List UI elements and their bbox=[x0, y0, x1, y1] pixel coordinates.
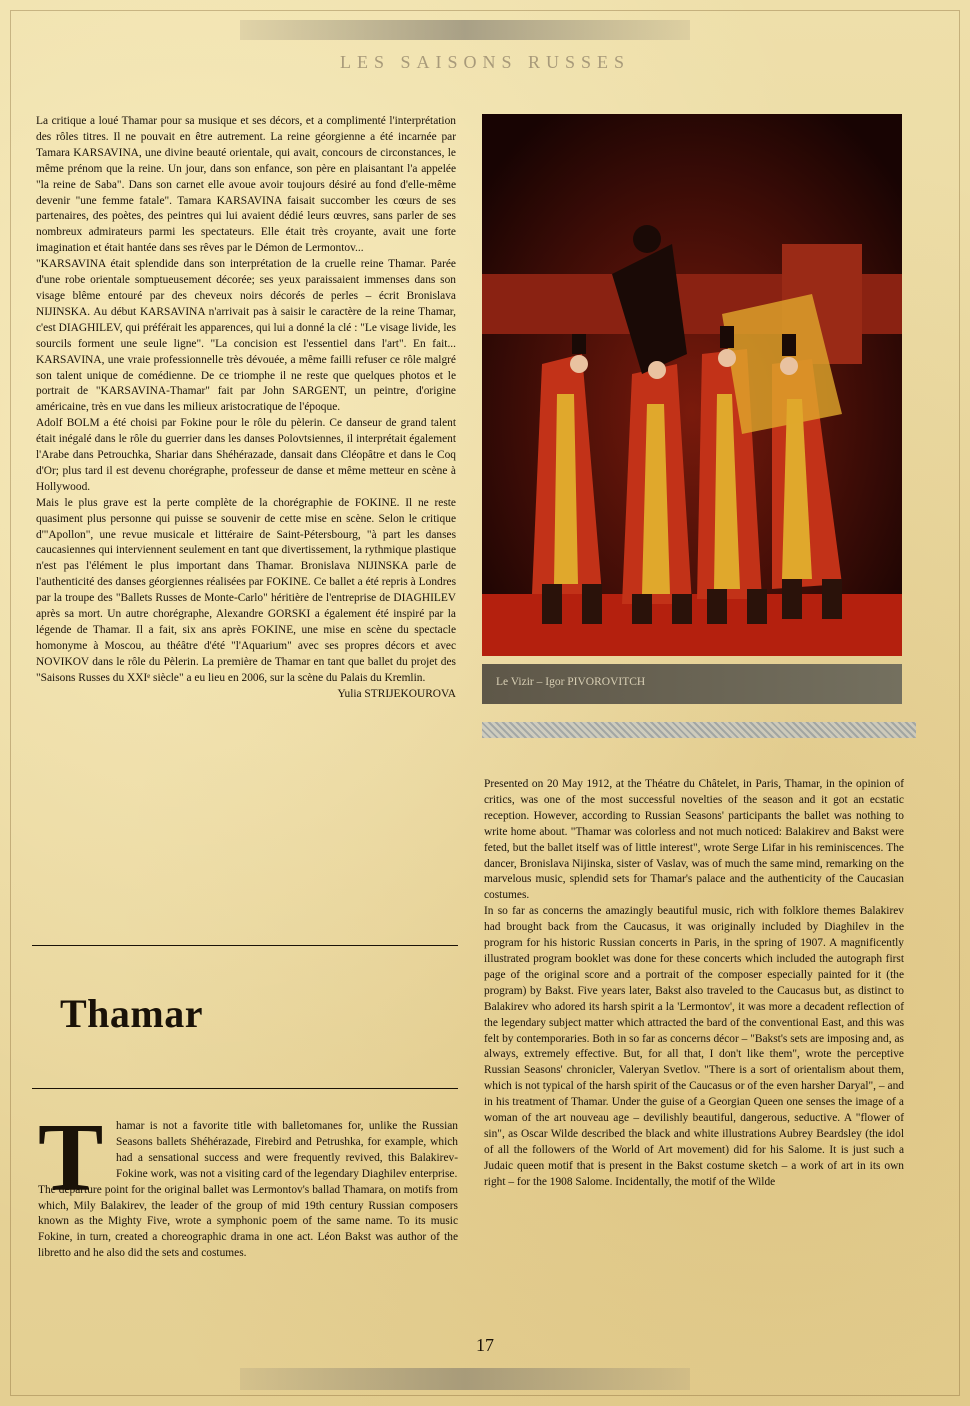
fr-paragraph-1: La critique a loué Thamar pour sa musique et ses décors, et a complimenté l'interprétation des rôles titres. Il ne pouvait en être autrement. La reine géorgienne a été incarnée par Tamara KARSAVINA, une divine beauté orientale, qui avait, concours de circonstances, le même prénom que la reine. Un jour, dans son enfance, son père en plaisantant l'a appelée "la reine de Saba". Dans son carnet elle avoue avoir toujours désiré au fond d'elle-même devenir "une femme fatale". Tamara KARSAVINA faisait succomber les cœurs de ses partenaires, des poètes, des peintres qui lui avaient dédié leurs œuvres, sans parler de ses nombreux admirateurs parmi les spectateurs. Elle était très croyante, avait une forte imagination et était hantée dans ses rêves par le Démon de Lermontov... bbox=[36, 115, 456, 255]
french-column bbox=[36, 114, 456, 703]
article-title: Thamar bbox=[60, 991, 203, 1036]
decorative-stripe bbox=[482, 722, 916, 738]
footer-band bbox=[240, 1368, 690, 1390]
article-intro bbox=[38, 1119, 458, 1262]
fr-paragraph-2: "KARSAVINA était splendide dans son interprétation de la cruelle reine Thamar. Parée d'une robe orientale somptueusement décorée; ses yeux paraissaient immenses dans son visage blême entouré par des cheveux noirs décorés de perles – écrit Bronislava NIJINSKA. Au début KARSAVINA n'arrivait pas à saisir le caractère de la reine Thamar, c'est DIAGHILEV, qui préférait les apparences, qui lui a donné la clé : "Le visage livide, les sourcils forment une seule ligne". "La concision est l'essentiel dans l'art". En fait... KARSAVINA, une vraie professionnelle très dévouée, a même failli refuser ce rôle malgré son talent unique de comédienne. De ce triomphe il ne reste que quelques photos et le portrait de "KARSAVINA-Thamar" fait par John SARGENT, un peintre, d'origine américaine, très en vue dans les milieux aristocratique de l'époque. bbox=[36, 258, 456, 414]
fr-paragraph-4: Mais le plus grave est la perte complète de la chorégraphie de FOKINE. Il ne reste quasiment plus personne qui puisse se souvenir de cette mise en scène. Selon le critique d'"Apollon", une revue musicale et littéraire de Saint-Pétersbourg, "à part les danses caucasiennes qui interviennent seulement en tant que divertissement, la rythmique plastique n'est pas l'élément le plus important dans Thamar. Bronislava NIJINSKA parle de l'authenticité des danses géorgiennes réalisées par FOKINE. Ce ballet a été repris à Londres par la troupe des "Ballets Russes de Monte-Carlo" héritière de l'entreprise de DIAGHILEV après sa mort. Un autre chorégraphe, Alexandre GORSKI a également été inspiré par la légende de Thamar. Il a fait, six ans après FOKINE, une mise en scène du spectacle homonyme à Moscou, au théâtre d'été "l'Aquarium" avec ses propres décors et avec NOVIKOV dans le rôle du Pèlerin. La première de Thamar en tant que ballet du projet des "Saisons Russes du XXIᵉ siècle" a eu lieu en 2006, sur la scène du Palais du Kremlin. bbox=[36, 496, 456, 684]
ballet-scene-illustration bbox=[482, 114, 902, 656]
page-number: 17 bbox=[476, 1335, 494, 1355]
fr-paragraph-3: Adolf BOLM a été choisi par Fokine pour le rôle du pèlerin. Ce danseur de grand talent était inégalé dans le rôle du guerrier dans les danses Polovtsiennes, il interprétait également l'Arabe dans Petrouchka, Shariar dans Shéhérazade, dansait dans Cléopâtre et dans le Coq d'Or; plus tard il est devenu chorégraphe, professeur de danse et même metteur en scène à Hollywood. bbox=[36, 417, 456, 493]
photo-caption-bar bbox=[482, 664, 902, 704]
photo-caption: Le Vizir – Igor PIVOROVITCH bbox=[496, 676, 646, 688]
english-column bbox=[484, 777, 904, 1191]
intro-rest: The departure point for the original ballet was Lermontov's ballad Thamara, on motifs from which, Mily Balakirev, the leader of the group of mid 19th century Russian composers known as the Mighty Five, wrote a symphonic poem of the same name. To its music Fokine, in turn, created a choreographic drama in one act. Léon Bakst was author of the libretto and he also did the sets and costumes. bbox=[38, 1183, 458, 1260]
en-paragraph-2: In so far as concerns the amazingly beautiful music, rich with folklore themes Balakirev had brought back from the Caucasus, it was originally included by Diaghilev in the program for his historic Russian concerts in Paris, in the spring of 1907. A magnificently illustrated program booklet was done for these concerts which included the autograph first page of the original score and a portrait of the composer especially painted for it (the program) by Bakst. Five years later, Bakst also traveled to the Caucasus but, as distinct to Balakirev who adored its harsh spirit a la 'Lermontov', it was more a decadent reflection of the legendary subject matter which attracted the bard of the conventional East, and this was felt by contemporaries. Both in so far as concerns décor – "Bakst's sets are imposing and, as always, extremely effective. But, for all that, I don't like them", wrote the perceptive Russian Seasons' chronicler, Valeryan Svetlov. "There is a sort of orientalism about them, which is not typical of the harsh spirit of the Caucasus or of the even harsher Daryal", – and in his treatment of Thamar. Under the guise of a Georgian Queen one senses the image of a woman of the art nouveau age – devilishly beautiful, dangerous, seductive. A "flower of sin", as Oscar Wilde described the black and white illustrations Aubrey Beardsley (the idol of all the followers of the World of Art movement) did for his Salome. It is just such a Judaic queen motif that is present in the Bakst costume sketch – a work of art in its own right – for the 1908 Salome. Incidentally, the motif of the Wilde bbox=[484, 905, 904, 1188]
drop-cap: T bbox=[38, 1104, 104, 1212]
running-title: LES SAISONS RUSSES bbox=[339, 52, 631, 72]
en-paragraph-1: Presented on 20 May 1912, at the Théatre du Châtelet, in Paris, Thamar, in the opinion of critics, was one of the most successful novelties of the season and it got an ecstatic reception. However, according to Russian Seasons' participants the ballet was nothing to write home about. "Thamar was colorless and not much noticed: Balakirev and Bakst were feted, but the ballet itself was of little interest", wrote Serge Lifar in his reminiscences. The dancer, Bronislava Nijinska, sister of Vaslav, was of much the same mind, remarking on the marvelous music, splendid sets for Thamar's palace and the authenticity of the Caucasian costumes. bbox=[484, 778, 904, 902]
intro-first-lines: hamar is not a favorite title with balletomanes for, unlike the Russian Seasons ballets Shéhérazade, Firebird and Petrushka, for example, which had a sensational success and were frequently revived, this Balakirev-Fokine work, was not a visiting card of the legendary Diaghilev enterprise. bbox=[116, 1120, 458, 1180]
divider-bottom bbox=[32, 1088, 458, 1089]
author-signature: Yulia STRIJEKOUROVA bbox=[337, 687, 456, 700]
ballet-photo bbox=[482, 114, 902, 656]
divider-top bbox=[32, 945, 458, 946]
header-band bbox=[240, 20, 690, 40]
